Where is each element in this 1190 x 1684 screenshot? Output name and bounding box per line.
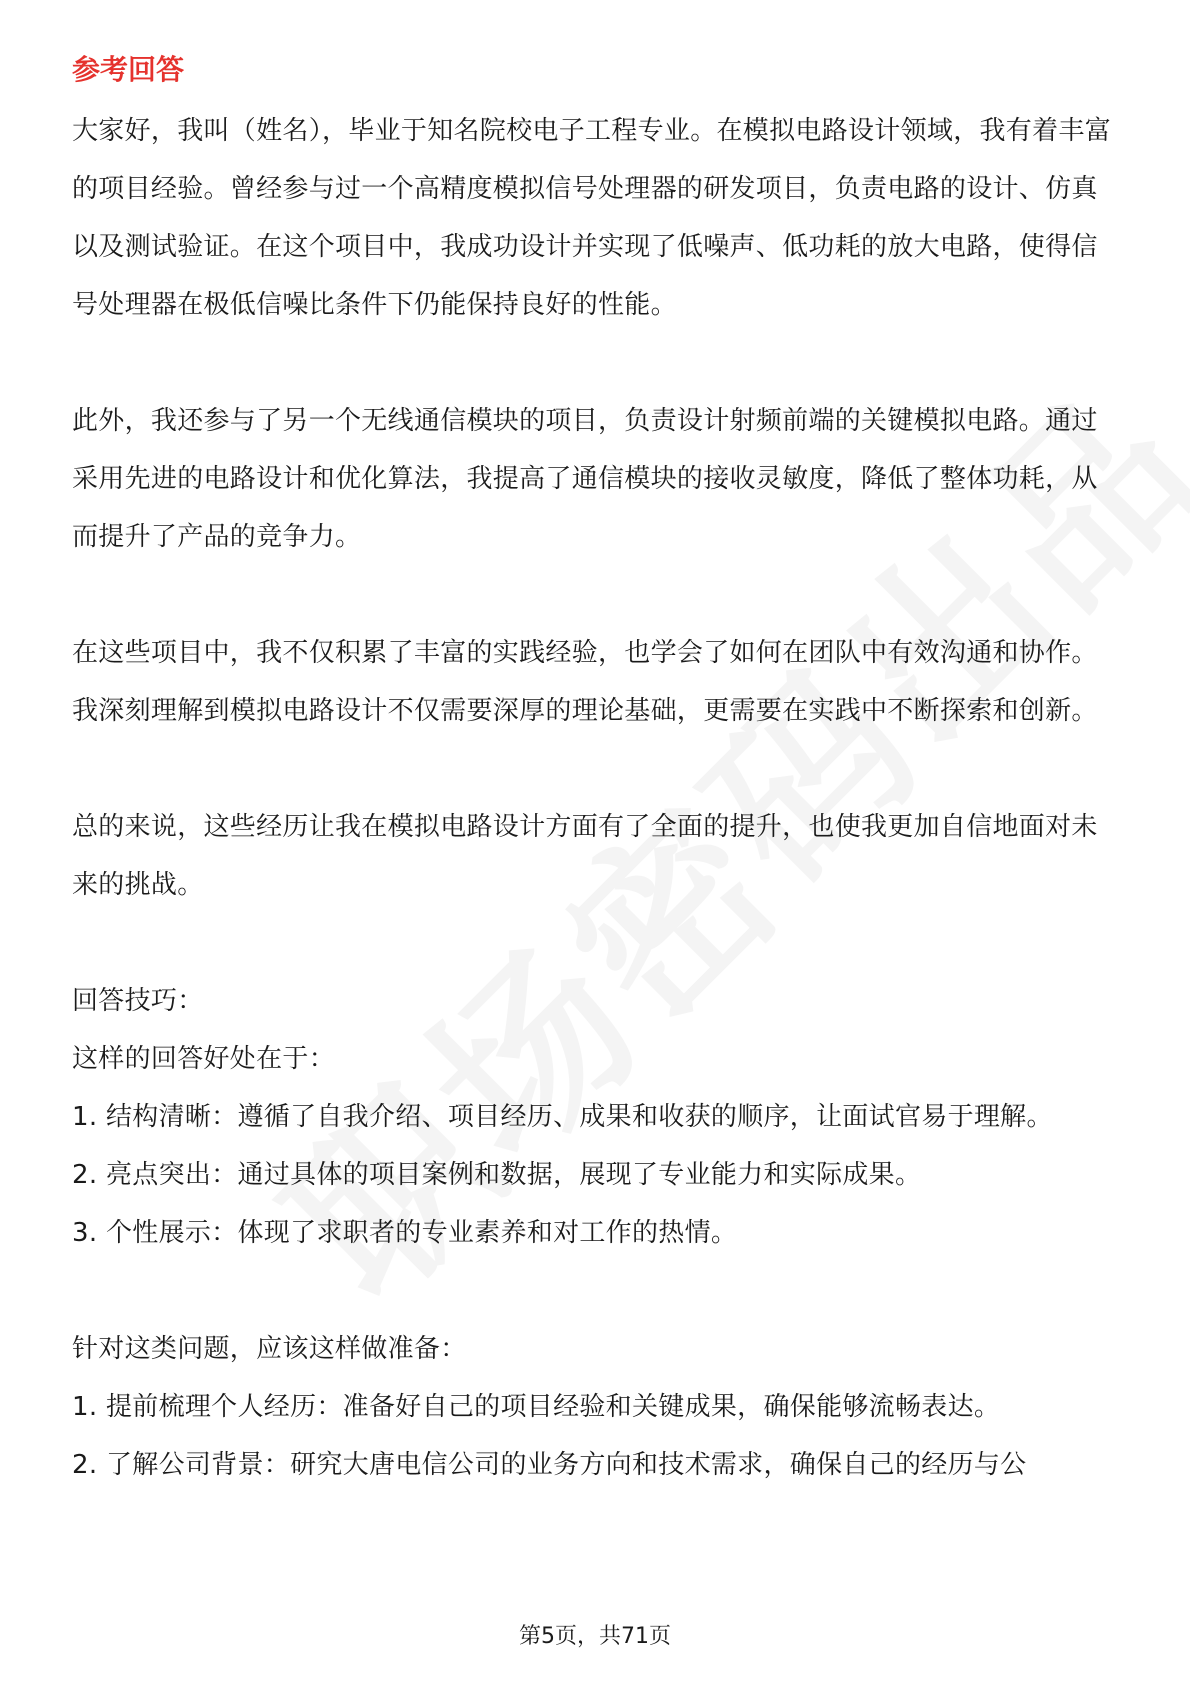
answer-paragraph-3: 在这些项目中，我不仅积累了丰富的实践经验，也学会了如何在团队中有效沟通和协作。我深刻理解到模拟电路设计不仅需要深厚的理论基础，更需要在实践中不断探索和创新。 bbox=[72, 638, 1098, 726]
answer-paragraph-1: 大家好，我叫（姓名），毕业于知名院校电子工程专业。在模拟电路设计领域，我有着丰富的项目经验。曾经参与过一个高精度模拟信号处理器的研发项目，负责电路的设计、仿真以及测试验证。在这个项目中，我成功设计并实现了低噪声、低功耗的放大电路，使得信号处理器在极低信噪比条件下仍能保持良好的性能。 bbox=[72, 116, 1112, 320]
prep-intro: 针对这类问题，应该这样做准备： bbox=[72, 1334, 467, 1364]
page-number: 第5页，共71页 bbox=[519, 1624, 671, 1649]
paragraph-gap bbox=[72, 1262, 1120, 1320]
tips-intro: 这样的回答好处在于： bbox=[72, 1044, 336, 1074]
tips-item-2: 2. 亮点突出：通过具体的项目案例和数据，展现了专业能力和实际成果。 bbox=[72, 1160, 922, 1190]
document-body bbox=[72, 102, 1120, 1494]
section-title: 参考回答 bbox=[72, 53, 185, 86]
prep-item-2: 2. 了解公司背景：研究大唐电信公司的业务方向和技术需求，确保自己的经历与公 bbox=[72, 1450, 1027, 1480]
prep-item-1: 1. 提前梳理个人经历：准备好自己的项目经验和关键成果，确保能够流畅表达。 bbox=[72, 1392, 1001, 1422]
tips-heading: 回答技巧： bbox=[72, 986, 204, 1016]
paragraph-gap bbox=[72, 566, 1120, 624]
answer-paragraph-4: 总的来说，这些经历让我在模拟电路设计方面有了全面的提升，也使我更加自信地面对未来的挑战。 bbox=[72, 812, 1098, 900]
paragraph-gap bbox=[72, 914, 1120, 972]
tips-item-3: 3. 个性展示：体现了求职者的专业素养和对工作的热情。 bbox=[72, 1218, 738, 1248]
tips-item-1: 1. 结构清晰：遵循了自我介绍、项目经历、成果和收获的顺序，让面试官易于理解。 bbox=[72, 1102, 1053, 1132]
answer-paragraph-2: 此外，我还参与了另一个无线通信模块的项目，负责设计射频前端的关键模拟电路。通过采用先进的电路设计和优化算法，我提高了通信模块的接收灵敏度，降低了整体功耗，从而提升了产品的竞争力。 bbox=[72, 406, 1098, 552]
paragraph-gap bbox=[72, 334, 1120, 392]
paragraph-gap bbox=[72, 740, 1120, 798]
